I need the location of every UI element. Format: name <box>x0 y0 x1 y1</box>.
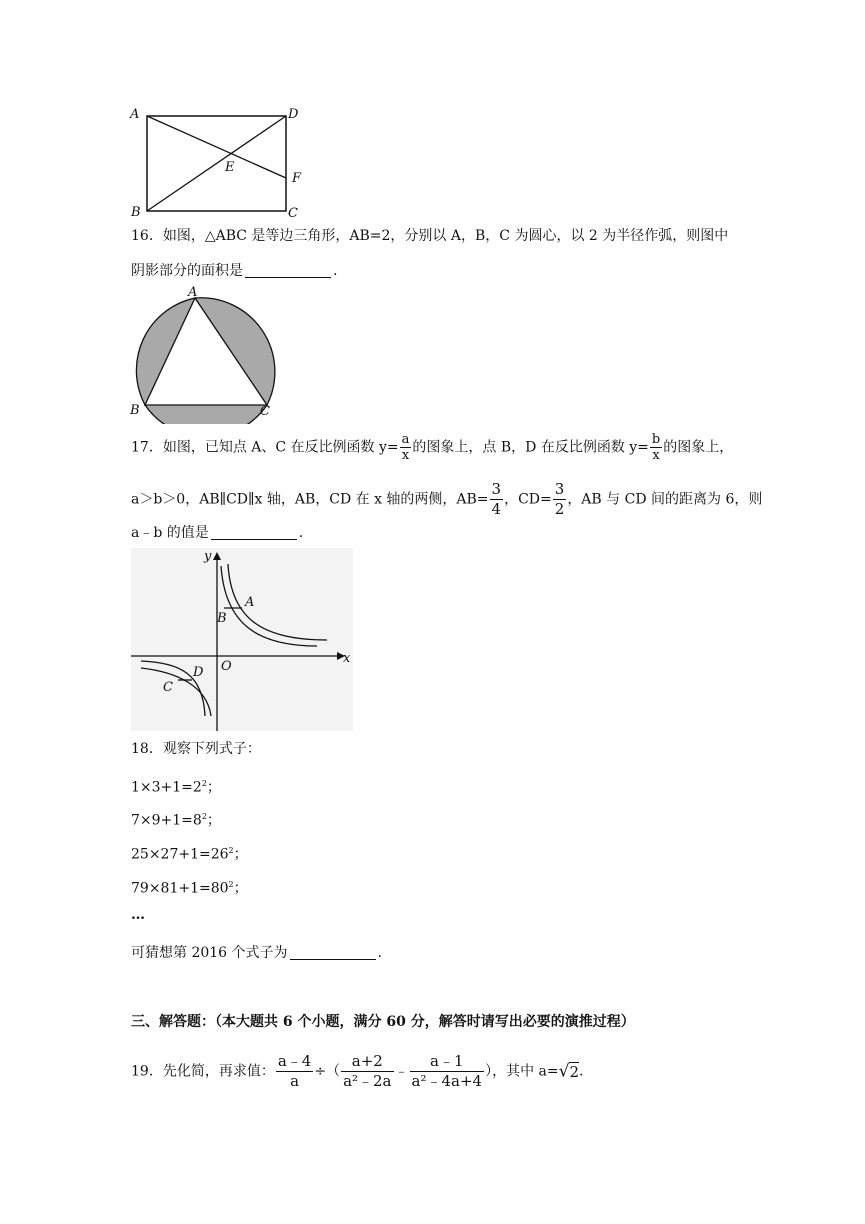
fraction-a1-over-quadratic <box>410 1052 485 1091</box>
q17-l3-text: a﹣b 的值是 <box>131 525 209 541</box>
hyperbola-figure <box>131 548 353 731</box>
frac-den: a²﹣2a <box>343 1072 392 1090</box>
section-heading: 三、解答题：（本大题共 6 个小题，满分 60 分，解答时请写出必要的演推过程） <box>131 1014 635 1030</box>
fraction-3-over-4 <box>490 480 504 519</box>
q18-row-3 <box>131 842 248 864</box>
label-C: C <box>288 206 298 221</box>
label-C: C <box>260 404 270 419</box>
label-C: C <box>163 680 173 695</box>
q17-end: . <box>298 525 304 541</box>
label-A: A <box>188 285 198 300</box>
frac-num: a <box>401 432 410 447</box>
q18-ellipsis: … <box>131 907 145 923</box>
sqrt-sign: √ <box>558 1061 570 1082</box>
row-base: 7×9+1=8 <box>131 812 202 829</box>
label-B: B <box>131 205 141 220</box>
q17-line1 <box>131 432 733 463</box>
q19-end: . <box>579 1063 584 1080</box>
q18-row-2 <box>131 808 221 830</box>
frac-den: 4 <box>491 500 502 518</box>
label-E: E <box>225 160 235 175</box>
q18-last-text: 可猜想第 2016 个式子为 <box>131 945 288 961</box>
rectangle-figure <box>128 100 318 222</box>
q16-line1: 16．如图，△ABC 是等边三角形，AB=2，分别以 A，B，C 为圆心，以 2 为半径作弧，则图中 <box>131 228 729 244</box>
shaded-segment-bc <box>145 405 267 424</box>
label-F: F <box>292 171 302 186</box>
diagonal-bd <box>147 116 286 211</box>
frac-num: a+2 <box>341 1052 393 1072</box>
frac-num: a﹣1 <box>410 1052 485 1072</box>
answer-blank-18[interactable] <box>290 945 376 960</box>
q19-minus: ﹣ <box>394 1063 409 1080</box>
label-A: A <box>245 595 255 610</box>
frac-den: a²﹣4a+4 <box>411 1072 483 1090</box>
q17-l1-c: 的图象上， <box>663 439 734 456</box>
label-y: y <box>204 549 212 564</box>
frac-den: x <box>401 448 410 463</box>
diagonal-ac <box>147 116 286 178</box>
fraction-a4-over-a <box>276 1052 314 1091</box>
frac-den: 2 <box>554 500 565 518</box>
frac-num: 3 <box>554 480 565 498</box>
fraction-a2-over-a2-2a <box>341 1052 393 1091</box>
fraction-3-over-2 <box>553 480 567 519</box>
frac-num: 3 <box>491 480 502 498</box>
label-x: x <box>343 651 351 666</box>
q18-row-4 <box>131 876 248 898</box>
row-exp: 2 <box>228 880 234 889</box>
fraction-b-over-x <box>650 432 662 463</box>
row-end: ； <box>233 880 248 897</box>
q18-end: . <box>377 945 382 961</box>
q17-line2 <box>131 480 762 519</box>
q17-l2-b: ，CD= <box>504 491 552 508</box>
row-exp: 2 <box>201 779 207 788</box>
q18-title: 18．观察下列式子： <box>131 741 261 757</box>
q19-line <box>131 1052 583 1091</box>
q17-l2-c: ，AB 与 CD 间的距离为 6，则 <box>567 491 763 508</box>
label-B: B <box>217 611 227 626</box>
row-base: 79×81+1=80 <box>131 880 229 897</box>
sqrt-radicand: 2 <box>569 1062 579 1081</box>
q17-line3 <box>131 524 303 542</box>
q19-lead: 19．先化简，再求值： <box>131 1063 275 1080</box>
q16-end: . <box>333 263 338 279</box>
row-base: 25×27+1=26 <box>131 846 229 863</box>
q16-line2 <box>131 262 337 280</box>
row-base: 1×3+1=2 <box>131 779 202 796</box>
q17-l2-a: a＞b＞0，AB∥CD∥x 轴，AB，CD 在 x 轴的两侧，AB= <box>131 491 489 508</box>
q18-row-1 <box>131 775 221 797</box>
label-B: B <box>130 403 140 418</box>
label-O: O <box>221 659 232 674</box>
row-end: ； <box>206 812 221 829</box>
label-A: A <box>130 107 140 122</box>
answer-blank-17[interactable] <box>211 525 297 540</box>
frac-num: b <box>651 432 661 447</box>
q16-line2-text: 阴影部分的面积是 <box>131 263 243 279</box>
row-exp: 2 <box>201 812 207 821</box>
label-D: D <box>193 665 204 680</box>
frac-den: x <box>652 448 660 463</box>
q17-l1-a: 17．如图，已知点 A、C 在反比例函数 y= <box>131 439 399 456</box>
frac-den: a <box>290 1072 300 1090</box>
frac-num: a﹣4 <box>277 1052 312 1070</box>
row-end: ； <box>206 779 221 796</box>
q18-last <box>131 944 382 962</box>
q19-tail: ），其中 a= <box>485 1063 559 1080</box>
row-end: ； <box>233 846 248 863</box>
label-D: D <box>288 107 299 122</box>
q19-div: ÷（ <box>314 1063 341 1080</box>
answer-blank-16[interactable] <box>245 263 331 278</box>
row-exp: 2 <box>228 846 234 855</box>
reuleaux-figure <box>128 284 278 424</box>
q17-l1-b: 的图象上，点 B，D 在反比例函数 y= <box>412 439 649 456</box>
fraction-a-over-x <box>400 432 412 463</box>
